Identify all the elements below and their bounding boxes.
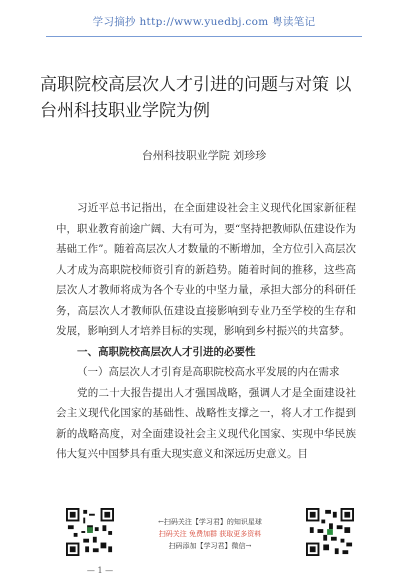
footer-promo (135, 516, 285, 552)
document-author: 台州科技职业学院 刘珍珍 (141, 149, 267, 162)
section-heading: 一、高职院校高层次人才引进的必要性 (77, 345, 256, 358)
page-header: 学习摘抄 http://www.yuedbj.com 粤读笔记 (92, 16, 316, 28)
subsection-heading: （一）高层次人才引育是高职院校高水平发展的内在需求 (77, 366, 340, 378)
page-number: — 1 — (86, 566, 114, 575)
document-title: 高职院校高层次人才引进的问题与对策 以台州科技职业学院为例 (40, 75, 352, 121)
footer-line-1: ←扫码关注【学习君】的知识星球 (158, 518, 262, 526)
footer-line-3: 扫码添加【学习君】微信→ (168, 542, 252, 550)
body-paragraph: 党的二十大报告提出人才强国战略，强调人才是全面建设社会主义现代化国家的基础性、战略性支撑之一，将人才工作提到新的战略高度，对全面建设社会主义现代化国家、实现中华民族伟大复兴中国梦具有重大现实意义和深远历史意义。目 (56, 386, 356, 460)
body-paragraph: 习近平总书记指出，在全面建设社会主义现代化国家新征程中，职业教育前途广阔、大有可为，要“坚持把教师队伍建设作为基础工作”。随着高层次人才数量的不断增加，全方位引入高层次人才成为高职院校师资引育的新趋势。随着时间的推移，这些高层次人才教师将成为各个专业的中坚力量，承担大部分的科研任务，高层次人才教师队伍建设直接影响到专业乃至学校的生存和发展，影响到人才培养目标的实现，影响到乡村振兴的共富梦。 (56, 202, 356, 337)
document-body (56, 198, 356, 465)
footer-line-2: 扫码关注 免费加群 获取更多资料 (158, 530, 262, 538)
qr-code-icon[interactable] (306, 508, 354, 556)
qr-code-icon[interactable] (66, 508, 114, 556)
header-divider (46, 36, 362, 37)
